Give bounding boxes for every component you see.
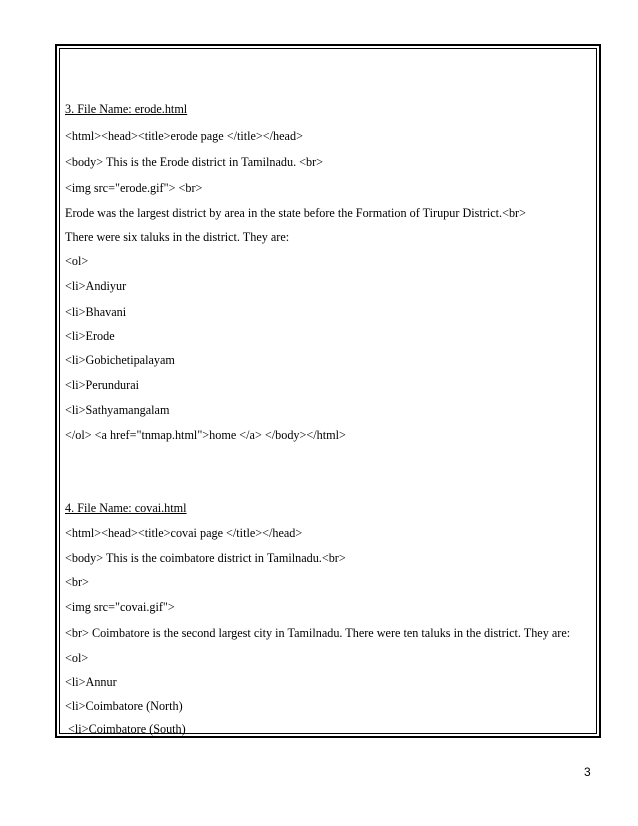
- code-line: <li>Annur: [65, 675, 117, 689]
- code-line: <img src="covai.gif">: [65, 600, 175, 614]
- code-line: <body> This is the Erode district in Tamilnadu. <br>: [65, 155, 324, 169]
- code-line: <li>Bhavani: [65, 305, 127, 319]
- section-4-heading: 4. File Name: covai.html: [65, 501, 187, 515]
- code-line: <br>: [65, 575, 89, 589]
- page-number: 3: [584, 765, 591, 779]
- code-line: <li>Perundurai: [65, 378, 139, 392]
- code-line: <img src="erode.gif"> <br>: [65, 181, 203, 195]
- code-line: <html><head><title>erode page </title></head>: [65, 129, 303, 143]
- section-3-heading: 3. File Name: erode.html: [65, 102, 188, 116]
- code-line: <li>Andiyur: [65, 279, 127, 293]
- code-line: <br> Coimbatore is the second largest city in Tamilnadu. There were ten taluks in the district. They are:: [65, 626, 571, 640]
- code-line: <li>Sathyamangalam: [65, 403, 170, 417]
- code-line: </ol> <a href="tnmap.html">home </a> </body></html>: [65, 428, 346, 442]
- code-line: <li>Gobichetipalayam: [65, 353, 175, 367]
- code-line: <li>Coimbatore (North): [65, 699, 183, 713]
- code-line: <ol>: [65, 254, 89, 268]
- code-line: There were six taluks in the district. They are:: [65, 230, 290, 244]
- code-line: <html><head><title>covai page </title></head>: [65, 526, 303, 540]
- code-line: <ol>: [65, 651, 89, 665]
- code-line: <body> This is the coimbatore district in Tamilnadu.<br>: [65, 551, 346, 565]
- code-line: <li>Erode: [65, 329, 115, 343]
- code-line: <li>Coimbatore (South): [65, 722, 186, 736]
- code-line: Erode was the largest district by area in the state before the Formation of Tirupur District.<br>: [65, 206, 526, 220]
